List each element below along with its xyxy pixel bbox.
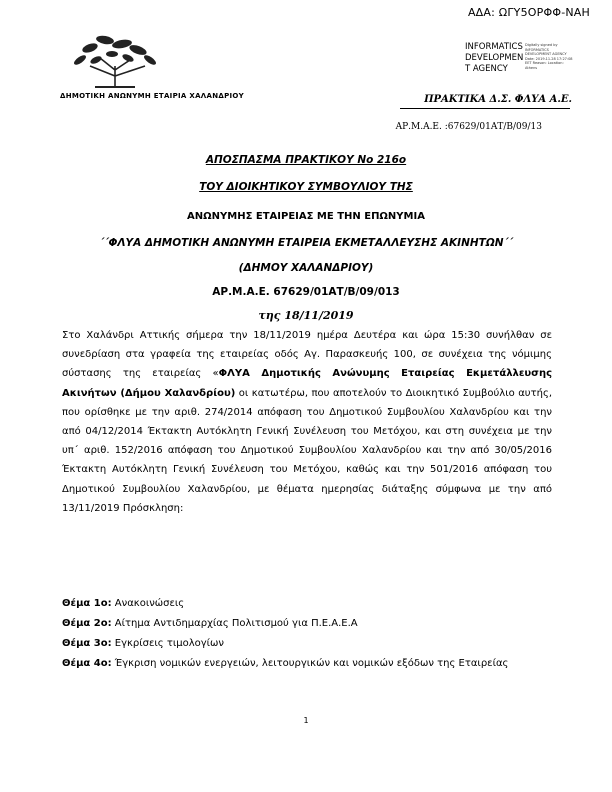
ada-code: ΑΔΑ: ΩΓΥ5ΟΡΦΦ-ΝΑΗ (467, 6, 590, 19)
agenda-item: Θέμα 1ο: Ανακοινώσεις (62, 598, 185, 609)
municipality-name: (ΔΗΜΟΥ ΧΑΛΑΝΔΡΙΟΥ) (238, 262, 374, 274)
registry-reference: ΑΡ.Μ.Α.Ε. :67629/01ΑΤ/Β/09/13 (395, 122, 542, 132)
agenda-topics (62, 594, 552, 674)
signing-agency: INFORMATICS DEVELOPMEN T AGENCY (465, 42, 524, 74)
document-title: ΑΠΟΣΠΑΣΜΑ ΠΡΑΚΤΙΚΟΥ Νο 216ο (205, 154, 407, 166)
signature-details: Digitally signed by INFORMATICS DEVELOPMENT AGENCY Date: 2019.11.28 17:27:08 EET Reason: Location: Athens (525, 43, 573, 70)
company-type-line: ΑΝΩΝΥΜΗΣ ΕΤΑΙΡΕΙΑΣ ΜΕ ΤΗΝ ΕΠΩΝΥΜΙΑ (187, 211, 425, 222)
board-title: ΤΟΥ ΔΙΟΙΚΗΤΙΚΟΥ ΣΥΜΒΟΥΛΙΟΥ ΤΗΣ (199, 181, 413, 193)
agenda-item: Θέμα 3ο: Εγκρίσεις τιμολογίων (62, 638, 225, 649)
minutes-header: ΠΡΑΚΤΙΚΑ Δ.Σ. ΦΛΥΑ Α.Ε. (424, 94, 572, 105)
company-name: ΔΗΜΟΤΙΚΗ ΑΝΩΝΥΜΗ ΕΤΑΙΡΙΑ ΧΑΛΑΝΔΡΙΟΥ (60, 92, 245, 100)
agenda-item: Θέμα 4ο: Έγκριση νομικών ενεργειών, λειτουργικών και νομικών εξόδων της Εταιρείας (62, 658, 509, 669)
registry-number: ΑΡ.Μ.Α.Ε. 67629/01ΑΤ/Β/09/013 (212, 286, 400, 298)
meeting-date: της 18/11/2019 (258, 309, 354, 322)
body-paragraph: Στο Χαλάνδρι Αττικής σήμερα την 18/11/2019 ημέρα Δευτέρα και ώρα 15:30 συνήλθαν σε συνεδρίαση στα γραφεία της εταιρείας οδός Αγ. Παρασκευής 100, σε συνέχεια της νόμιμης σύστασης της εταιρείας «ΦΛΥΑ Δημοτικής Ανώνυμης Εταιρείας Εκμετάλλευσης Ακινήτων (Δήμου Χαλανδρίου) οι κατωτέρω, που αποτελούν το Διοικητικό Συμβούλιο αυτής, που ορίσθηκε με την αριθ. 274/2014 απόφαση του Δημοτικού Συμβουλίου Χαλανδρίου και την από 04/12/2014 Έκτακτη Αυτόκλητη Γενική Συνέλευση του Μετόχου, και στη συνέχεια με την υπ΄ αριθ. 152/2016 απόφαση του Δημοτικού Συμβουλίου Χαλανδρίου και την από 30/05/2016 Έκτακτη Αυτόκλητη Γενική Συνέλευση του Μετόχου, καθώς και την 501/2016 απόφαση του Δημοτικού Συμβουλίου Χαλανδρίου, με θέματα ημερησίας διάταξης σύμφωνα με την από 13/11/2019 Πρόσκληση: (62, 330, 553, 514)
agenda-item: Θέμα 2ο: Αίτημα Αντιδημαρχίας Πολιτισμού για Π.Ε.Α.Ε.Α (62, 618, 358, 629)
company-full-name: ΄΄ΦΛΥΑ ΔΗΜΟΤΙΚΗ ΑΝΩΝΥΜΗ ΕΤΑΙΡΕΙΑ ΕΚΜΕΤΑΛΛΕΥΣΗΣ ΑΚΙΝΗΤΩΝ΄΄ (99, 237, 513, 249)
company-name-bold: ΦΛΥΑ Δημοτικής Ανώνυμης Εταιρείας Εκμετάλλευσης Ακινήτων (Δήμου Χαλανδρίου) (62, 368, 553, 399)
company-logo-tree-icon (60, 30, 170, 90)
header-divider (400, 108, 570, 109)
page-number: 1 (303, 716, 309, 725)
